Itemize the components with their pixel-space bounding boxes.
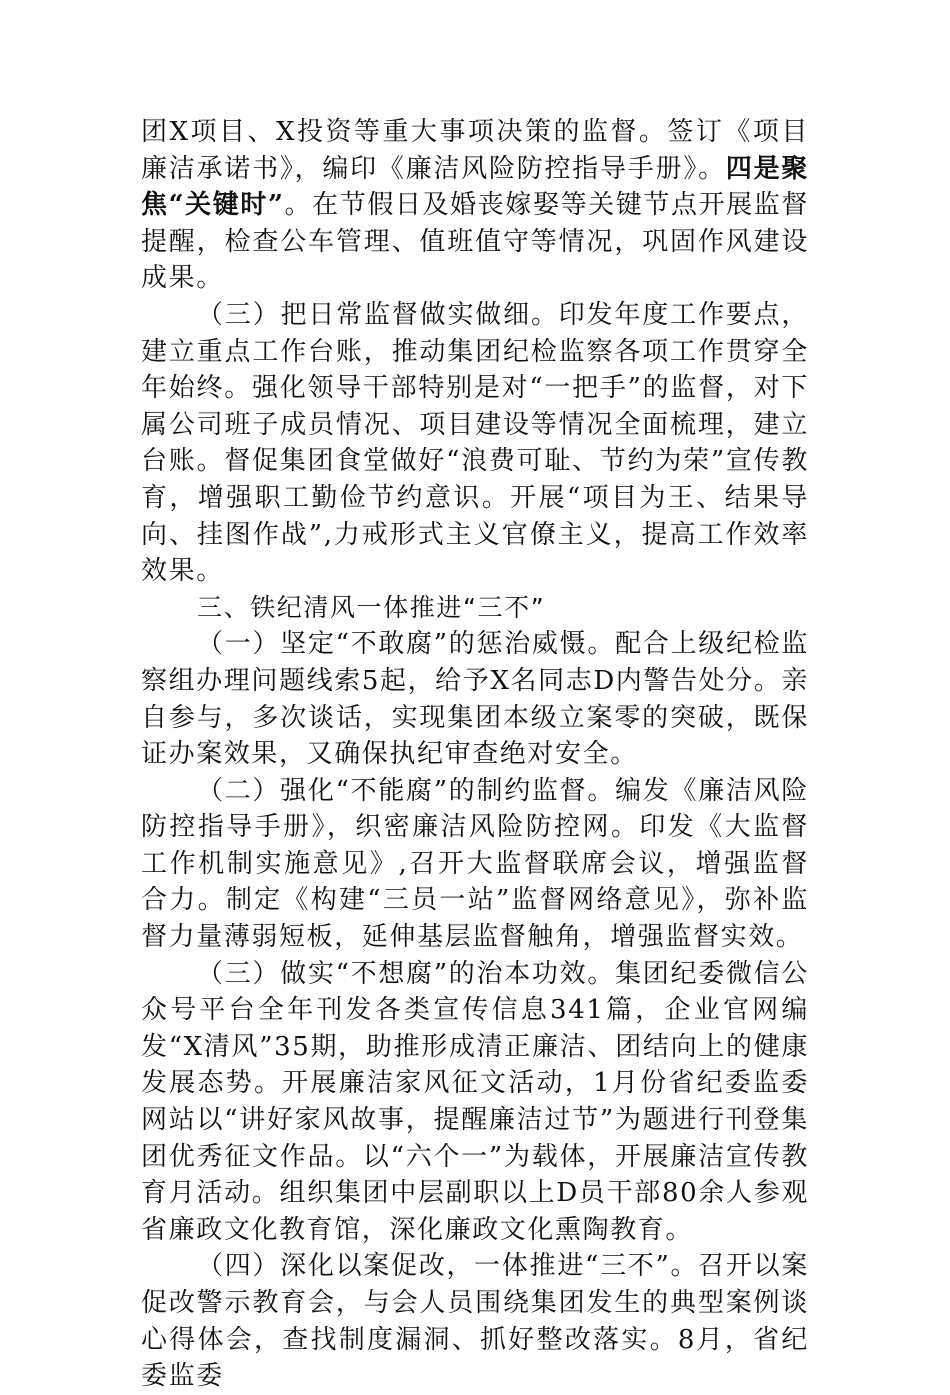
paragraph-continued xyxy=(141,114,809,297)
paragraph-want-not: （三）做实“不想腐”的治本功效。集团纪委微信公众号平台全年刊发各类宣传信息341篇，企业官网编发“X清风”35期，助推形成清正廉洁、团结向上的健康发展态势。开展廉洁家风征文活动，1月份省纪委监委网站以“讲好家风故事，提醒廉洁过节”为题进行刊登集团优秀征文作品。以“六个一”为载体，开展廉洁宣传教育月活动。组织集团中层副职以上D员干部80余人参观省廉政文化教育馆，深化廉政文化熏陶教育。 xyxy=(141,958,809,1245)
paragraph-text: 。在节假日及婚丧嫁娶等关键节点开展监督提醒，检查公车管理、值班值守等情况，巩固作风建设成果。 xyxy=(141,190,809,294)
document-page xyxy=(141,114,809,1395)
paragraph-daily-supervision: （三）把日常监督做实做细。印发年度工作要点，建立重点工作台账，推动集团纪检监察各项工作贯穿全年始终。强化领导干部特别是对“一把手”的监督，对下属公司班子成员情况、项目建设等情况全面梳理，建立台账。督促集团食堂做好“浪费可耻、节约为荣”宣传教育，增强职工勤俭节约意识。开展“项目为王、结果导向、挂图作战”,力戒形式主义官僚主义，提高工作效率效果。 xyxy=(141,299,809,587)
paragraph-dare-not: （一）坚定“不敢腐”的惩治威慑。配合上级纪检监察组办理问题线索5起，给予X名同志D内警告处分。亲自参与，多次谈话，实现集团本级立案零的突破，既保证办案效果，又确保执纪审查绝对安全。 xyxy=(141,629,809,770)
bold-phrase: 四是聚焦“关键时” xyxy=(141,153,809,221)
paragraph-cannot: （二）强化“不能腐”的制约监督。编发《廉洁风险防控指导手册》，织密廉洁风险防控网。印发《大监督工作机制实施意见》,召开大监督联席会议，增强监督合力。制定《构建“三员一站”监督网络意见》，弥补监督力量薄弱短板，延伸基层监督触角，增强监督实效。 xyxy=(141,775,809,953)
paragraph-case-reform: （四）深化以案促改，一体推进“三不”。召开以案促改警示教育会，与会人员围绕集团发生的典型案例谈心得体会，查找制度漏洞、抓好整改落实。8月，省纪委监委 xyxy=(141,1251,809,1392)
section-heading: 三、铁纪清风一体推进“三不” xyxy=(197,592,546,622)
paragraph-text: 团X项目、X投资等重大事项决策的监督。签订《项目廉洁承诺书》，编印《廉洁风险防控指导手册》。 xyxy=(141,117,809,184)
